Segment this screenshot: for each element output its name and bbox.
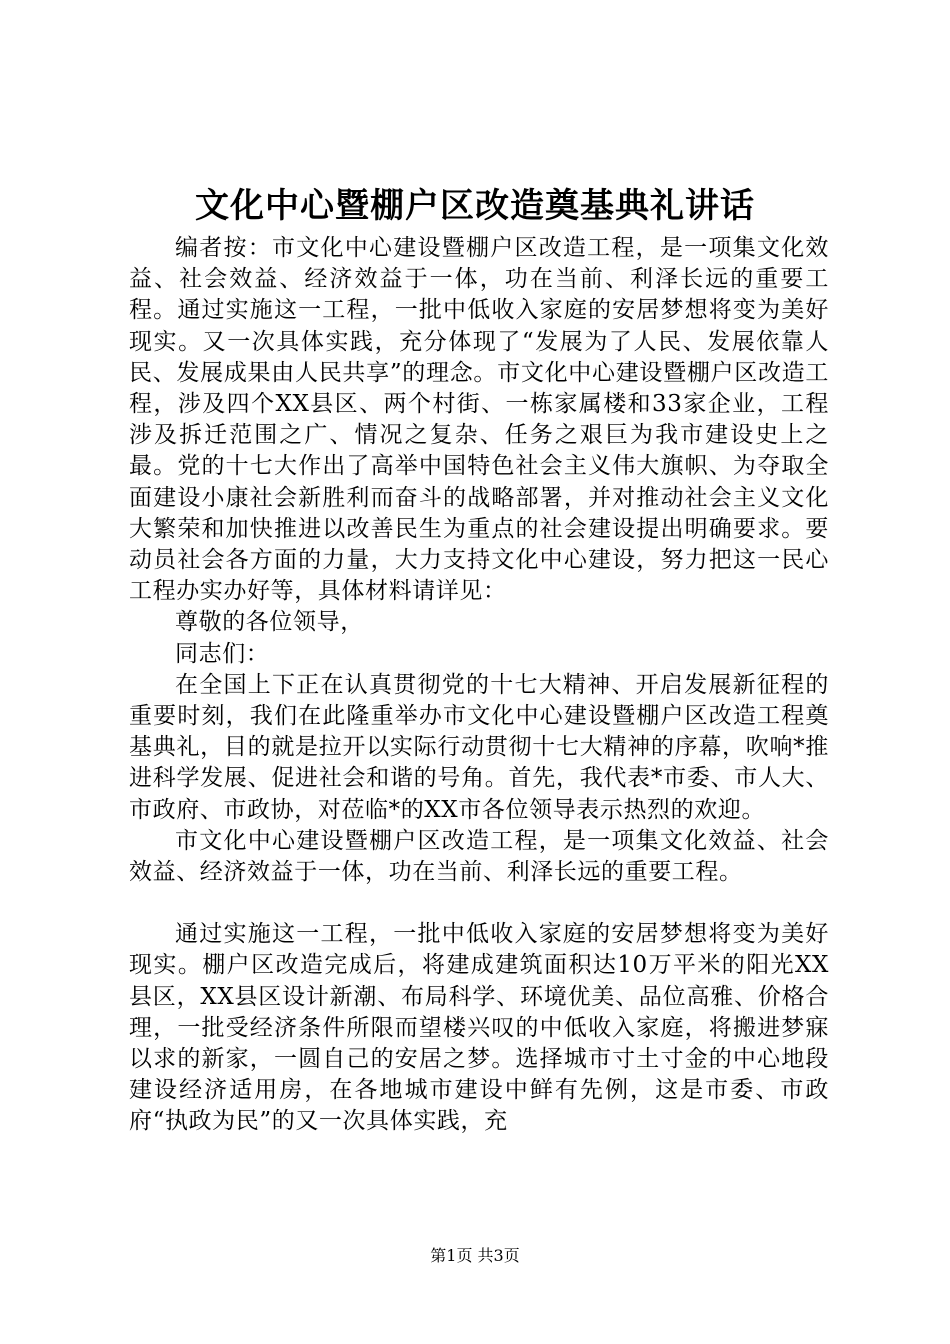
- salutation-leaders: 尊敬的各位领导，: [175, 609, 364, 636]
- speech-opening-paragraph: 在全国上下正在认真贯彻党的十七大精神、开启发展新征程的重要时刻，我们在此隆重举办市文化中心建设暨棚户区改造工程奠基典礼，目的就是拉开以实际行动贯彻十七大精神的序幕，吹响*推进科学发展、促进社会和谐的号角。首先，我代表*市委、市人大、市政府、市政协，对莅临*的XX市各位领导表示热烈的欢迎。: [129, 671, 829, 823]
- document-body: [129, 233, 829, 1138]
- paragraph-gap: [129, 888, 829, 919]
- editor-note-paragraph: 编者按：市文化中心建设暨棚户区改造工程，是一项集文化效益、社会效益、经济效益于一体，功在当前、利泽长远的重要工程。通过实施这一工程，一批中低收入家庭的安居梦想将变为美好现实。又一次具体实践，充分体现了“发展为了人民、发展依靠人民、发展成果由人民共享”的理念。市文化中心建设暨棚户区改造工程，涉及四个XX县区、两个村街、一栋家属楼和33家企业，工程涉及拆迁范围之广、情况之复杂、任务之艰巨为我市建设史上之最。党的十七大作出了高举中国特色社会主义伟大旗帜、为夺取全面建设小康社会新胜利而奋斗的战略部署，并对推动社会主义文化大繁荣和加快推进以改善民生为重点的社会建设提出明确要求。要动员社会各方面的力量，大力支持文化中心建设，努力把这一民心工程办实办好等，具体材料请详见：: [129, 235, 829, 605]
- page-footer: 第1页 共3页: [430, 1246, 520, 1265]
- housing-benefit-paragraph: 通过实施这一工程，一批中低收入家庭的安居梦想将变为美好现实。棚户区改造完成后，将建成建筑面积达10万平米的阳光XX县区，XX县区设计新潮、布局科学、环境优美、品位高雅、价格合理，一批受经济条件所限而望楼兴叹的中低收入家庭，将搬进梦寐以求的新家，一圆自己的安居之梦。选择城市寸土寸金的中心地段建设经济适用房，在各地城市建设中鲜有先例，这是市委、市政府“执政为民”的又一次具体实践，充: [129, 921, 829, 1135]
- project-summary-paragraph: 市文化中心建设暨棚户区改造工程，是一项集文化效益、社会效益、经济效益于一体，功在当前、利泽长远的重要工程。: [129, 827, 829, 886]
- document-title: 文化中心暨棚户区改造奠基典礼讲话: [195, 186, 755, 226]
- salutation-comrades: 同志们：: [175, 640, 270, 667]
